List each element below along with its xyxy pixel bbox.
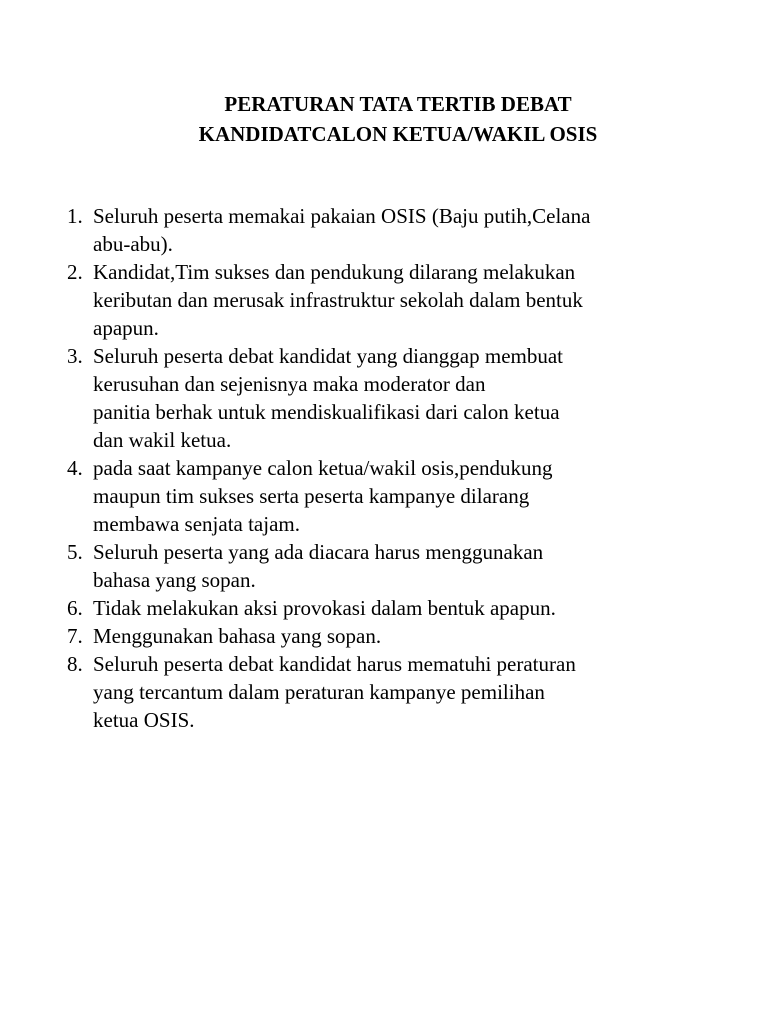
rule-text-line: apapun. xyxy=(93,316,159,340)
rule-text xyxy=(93,622,381,650)
rule-text xyxy=(93,594,556,622)
rule-number: 8. xyxy=(67,652,83,676)
rule-text-line: dan wakil ketua. xyxy=(93,428,232,452)
rule-text-line: ketua OSIS. xyxy=(93,708,195,732)
rule-number: 3. xyxy=(67,344,83,368)
rule-text-line: yang tercantum dalam peraturan kampanye pemilihan xyxy=(93,680,545,704)
rule-text-line: pada saat kampanye calon ketua/wakil osis,pendukung xyxy=(93,456,553,480)
rule-text-line: Kandidat,Tim sukses dan pendukung dilarang melakukan xyxy=(93,260,576,284)
rule-item-7 xyxy=(67,622,727,650)
rule-number: 2. xyxy=(67,260,83,284)
rule-text-line: maupun tim sukses serta peserta kampanye dilarang xyxy=(93,484,530,508)
rule-text-line: abu-abu). xyxy=(93,232,173,256)
rule-item-3 xyxy=(67,342,727,454)
rule-text-line: kerusuhan dan sejenisnya maka moderator dan xyxy=(93,372,486,396)
title-line-1: PERATURAN TATA TERTIB DEBAT xyxy=(224,92,572,116)
rule-text xyxy=(93,258,583,342)
rule-text-line: bahasa yang sopan. xyxy=(93,568,256,592)
rule-number: 6. xyxy=(67,596,83,620)
rule-text-line: Seluruh peserta yang ada diacara harus menggunakan xyxy=(93,540,544,564)
rule-number: 7. xyxy=(67,624,83,648)
rule-text-line: keributan dan merusak infrastruktur sekolah dalam bentuk xyxy=(93,288,583,312)
rule-text xyxy=(93,650,576,734)
rule-text-line: Menggunakan bahasa yang sopan. xyxy=(93,624,382,648)
rule-text-line: Seluruh peserta memakai pakaian OSIS (Baju putih,Celana xyxy=(93,204,591,228)
rule-item-1 xyxy=(67,202,727,258)
rule-text-line: Seluruh peserta debat kandidat harus mematuhi peraturan xyxy=(93,652,576,676)
rule-number: 4. xyxy=(67,456,83,480)
rule-item-6 xyxy=(67,594,727,622)
rule-item-4 xyxy=(67,454,727,538)
rule-text xyxy=(93,202,590,258)
rule-text xyxy=(93,538,543,594)
rules-list xyxy=(67,202,727,734)
rule-text xyxy=(93,342,563,454)
rule-item-5 xyxy=(67,538,727,594)
rule-text-line: Seluruh peserta debat kandidat yang dianggap membuat xyxy=(93,344,564,368)
rule-text-line: panitia berhak untuk mendiskualifikasi dari calon ketua xyxy=(93,400,560,424)
rule-item-2 xyxy=(67,258,727,342)
rule-text xyxy=(93,454,553,538)
rule-number: 1. xyxy=(67,204,83,228)
rule-text-line: Tidak melakukan aksi provokasi dalam bentuk apapun. xyxy=(93,596,556,620)
rule-item-8 xyxy=(67,650,727,734)
title-line-2: KANDIDATCALON KETUA/WAKIL OSIS xyxy=(198,122,598,146)
rule-text-line: membawa senjata tajam. xyxy=(93,512,300,536)
document-title xyxy=(0,89,768,149)
rule-number: 5. xyxy=(67,540,83,564)
